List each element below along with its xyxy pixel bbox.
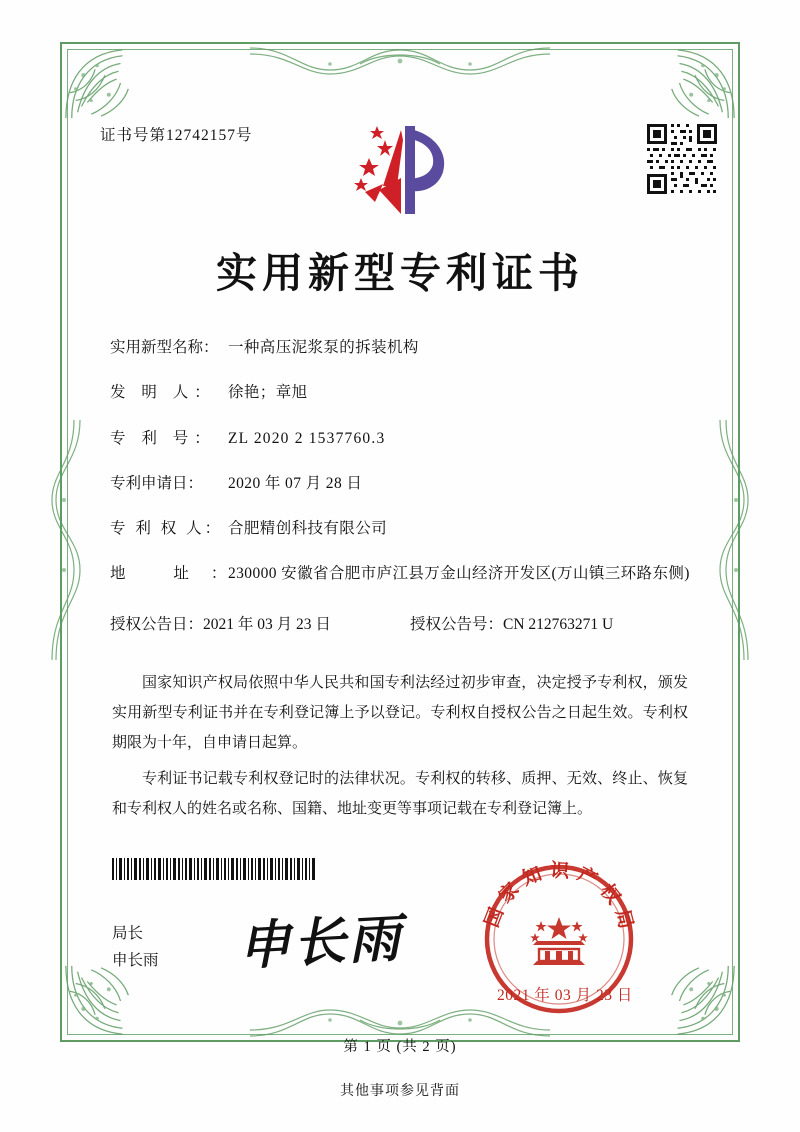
field-label: 专利申请日： (110, 474, 204, 492)
field-value: ZL 2020 2 1537760.3 (228, 429, 386, 447)
signature-name: 申长雨 (112, 952, 159, 970)
handwritten-signature: 申长雨 (236, 907, 405, 978)
grant-date-value: 2021 年 03 月 23 日 (203, 615, 331, 633)
cnipa-logo-icon (345, 118, 457, 222)
field-value: 230000 安徽省合肥市庐江县万金山经济开发区(万山镇三环路东侧) (228, 565, 690, 583)
corner-ornament-bottom-right (660, 962, 738, 1040)
barcode (112, 858, 317, 880)
field-label: 地 址： (110, 565, 249, 583)
qr-code-icon (645, 122, 719, 196)
field-address (110, 562, 690, 585)
field-publication (110, 612, 690, 634)
corner-ornament-top-right (660, 44, 738, 122)
field-patent-number (110, 427, 690, 450)
certificate-number: 证书号第12742157号 (100, 127, 253, 144)
field-inventor (110, 381, 690, 404)
page-title: 实用新型专利证书 (216, 249, 584, 297)
body-text (112, 668, 688, 830)
grant-date (110, 612, 410, 634)
field-value: 徐艳；章旭 (228, 384, 308, 402)
grant-date-label: 授权公告日： (110, 615, 204, 633)
grant-number (410, 612, 613, 634)
field-label: 专 利 号： (110, 429, 216, 447)
svg-text:国家知识产权局: 国家知识产权局 (480, 859, 639, 938)
border-ornament-top (250, 44, 550, 78)
border-ornament-left (50, 420, 84, 660)
corner-ornament-top-left (62, 44, 140, 122)
footer-note: 其他事项参见背面 (340, 1084, 460, 1099)
paragraph-2: 专利证书记载专利权登记时的法律状况。专利权的转移、质押、无效、终止、恢复和专利权人的姓名或名称、国籍、地址变更等事项记载在专利登记簿上。 (112, 771, 688, 817)
field-label: 实用新型名称： (110, 339, 219, 356)
field-label: 发 明 人： (110, 384, 216, 402)
field-list (110, 336, 690, 634)
field-value: 2020 年 07 月 28 日 (228, 474, 363, 492)
field-label: 专 利 权 人： (110, 520, 224, 537)
field-utility-model-name (110, 336, 690, 359)
page-number: 第 1 页 (共 2 页) (343, 1039, 457, 1055)
field-patentee (110, 517, 690, 540)
field-value: 合肥精创科技有限公司 (228, 520, 388, 537)
seal-date: 2021 年 03 月 23 日 (497, 987, 633, 1004)
paragraph-1: 国家知识产权局依照中华人民共和国专利法经过初步审查，决定授予专利权，颁发实用新型专利证书并在专利登记簿上予以登记。专利权自授权公告之日起生效。专利权期限为十年，自申请日起算。 (112, 675, 688, 751)
grant-number-value: CN 212763271 U (503, 615, 614, 633)
field-value: 一种高压泥浆泵的拆装机构 (228, 339, 419, 356)
border-ornament-right (716, 420, 750, 660)
grant-number-label: 授权公告号： (410, 615, 504, 633)
field-application-date (110, 472, 690, 495)
signature-role: 局长 (112, 925, 144, 942)
signature-block (112, 920, 159, 974)
